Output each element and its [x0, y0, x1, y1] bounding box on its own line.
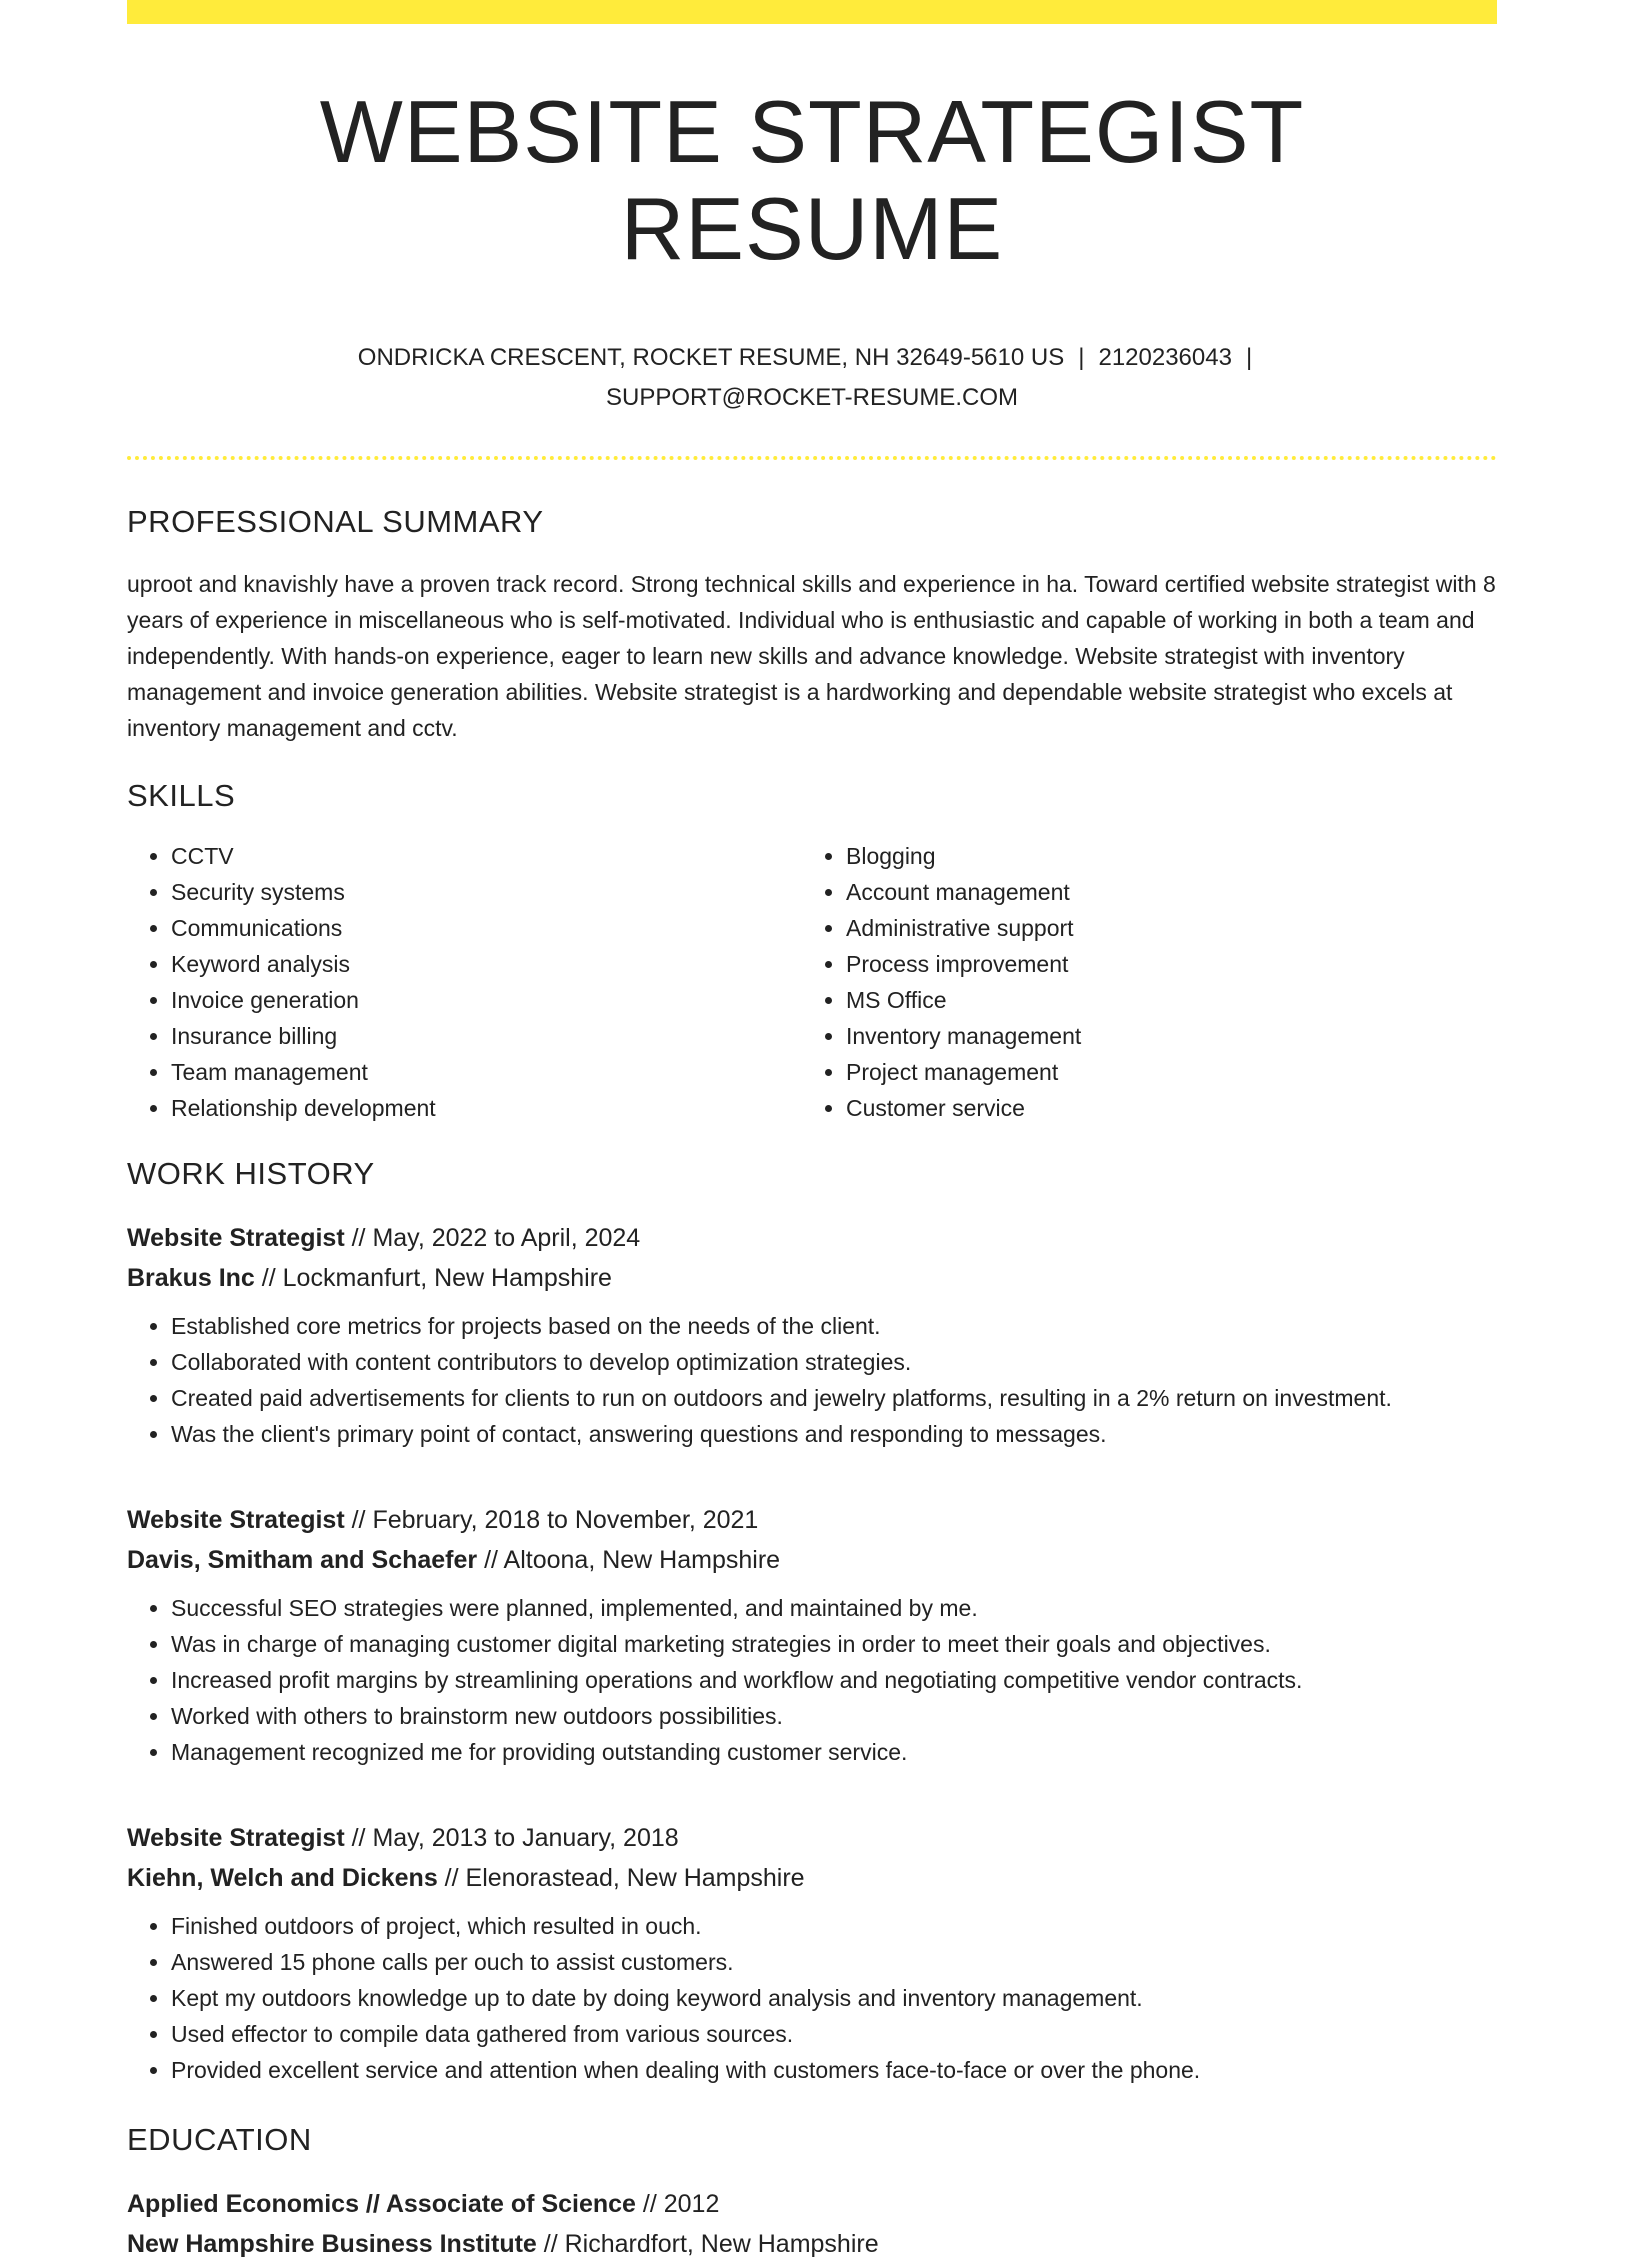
- skill-item: • Administrative support: [846, 910, 1477, 946]
- job-bullet: • Established core metrics for projects based on the needs of the client.: [171, 1308, 1497, 1344]
- job-dates: February, 2018 to November, 2021: [372, 1505, 759, 1534]
- contact-phone: 2120236043: [1098, 343, 1232, 371]
- job-bullet: • Created paid advertisements for clients to run on outdoors and jewelry platforms, resulting in a 2% return on investment.: [171, 1380, 1497, 1416]
- job-title-line: [127, 1818, 1497, 1858]
- job-dates: May, 2022 to April, 2024: [372, 1223, 641, 1252]
- education-year: 2012: [663, 2189, 720, 2218]
- job-bullet: • Management recognized me for providing outstanding customer service.: [171, 1734, 1497, 1770]
- skill-item: • Project management: [846, 1054, 1477, 1090]
- skill-item: • CCTV: [171, 838, 802, 874]
- summary-heading: PROFESSIONAL SUMMARY: [127, 503, 544, 539]
- contact-email: SUPPORT@ROCKET-RESUME.COM: [606, 383, 1018, 411]
- skills-column-right: [802, 838, 1477, 1126]
- job-company: Kiehn, Welch and Dickens: [127, 1863, 438, 1892]
- separator: //: [344, 1823, 373, 1852]
- skill-item: • Team management: [171, 1054, 802, 1090]
- education-degree-line: [127, 2184, 1497, 2224]
- education-heading: EDUCATION: [127, 2121, 312, 2157]
- job-bullet: • Successful SEO strategies were planned, implemented, and maintained by me.: [171, 1590, 1497, 1626]
- skill-item: • Blogging: [846, 838, 1477, 874]
- skill-item: • Account management: [846, 874, 1477, 910]
- job-bullet: • Worked with others to brainstorm new outdoors possibilities.: [171, 1698, 1497, 1734]
- skill-item: • Relationship development: [171, 1090, 802, 1126]
- skill-item: • Invoice generation: [171, 982, 802, 1018]
- job-bullet: • Was the client's primary point of contact, answering questions and responding to messages.: [171, 1416, 1497, 1452]
- skills-column-left: [127, 838, 802, 1126]
- job-bullet: • Collaborated with content contributors to develop optimization strategies.: [171, 1344, 1497, 1380]
- job-title-line: [127, 1218, 1497, 1258]
- job-company-line: [127, 1258, 1497, 1298]
- job-location: Lockmanfurt, New Hampshire: [282, 1263, 612, 1292]
- skill-item: • Customer service: [846, 1090, 1477, 1126]
- separator: //: [437, 1863, 466, 1892]
- job-entry: [127, 1218, 1497, 1452]
- skill-item: • Security systems: [171, 874, 802, 910]
- job-dates: May, 2013 to January, 2018: [372, 1823, 679, 1852]
- education-school: New Hampshire Business Institute: [127, 2229, 537, 2258]
- skill-item: • Insurance billing: [171, 1018, 802, 1054]
- job-company-line: [127, 1858, 1497, 1898]
- contact-separator: |: [1078, 343, 1085, 371]
- contact-separator: |: [1245, 343, 1253, 371]
- separator: //: [477, 1545, 504, 1574]
- separator: //: [344, 1223, 373, 1252]
- separator: //: [344, 1505, 373, 1534]
- job-bullet: • Used effector to compile data gathered from various sources.: [171, 2016, 1497, 2052]
- dotted-divider: [127, 456, 1497, 460]
- job-title: Website Strategist: [127, 1823, 345, 1852]
- work-history-heading: WORK HISTORY: [127, 1155, 375, 1191]
- skill-item: • Process improvement: [846, 946, 1477, 982]
- job-bullets: [127, 1308, 1497, 1452]
- contact-info: [127, 338, 1497, 418]
- job-company-line: [127, 1540, 1497, 1580]
- job-entry: [127, 1818, 1497, 2088]
- job-entry: [127, 1500, 1497, 1770]
- job-company: Davis, Smitham and Schaefer: [127, 1545, 478, 1574]
- contact-address: ONDRICKA CRESCENT, ROCKET RESUME, NH 32649-5610 US: [357, 343, 1065, 371]
- job-bullets: [127, 1908, 1497, 2088]
- summary-text: uproot and knavishly have a proven track record. Strong technical skills and experience in ha. Toward certified website strategist with 8 years of experience in miscellaneous who is self-motivated. Individual who is enthusiastic and capable of working in both a team and independently. With hands-on experience, eager to learn new skills and advance knowledge. Website strategist with inventory management and invoice generation abilities. Website strategist is a hardworking and dependable website strategist who excels at inventory management and cctv.: [127, 570, 1496, 741]
- skill-item: • Communications: [171, 910, 802, 946]
- job-location: Altoona, New Hampshire: [503, 1545, 781, 1574]
- skill-item: • Inventory management: [846, 1018, 1477, 1054]
- job-bullet: • Kept my outdoors knowledge up to date by doing keyword analysis and inventory management.: [171, 1980, 1497, 2016]
- job-location: Elenorastead, New Hampshire: [465, 1863, 805, 1892]
- job-title: Website Strategist: [127, 1505, 345, 1534]
- job-bullet: • Was in charge of managing customer digital marketing strategies in order to meet their goals and objectives.: [171, 1626, 1497, 1662]
- job-company: Brakus Inc: [127, 1263, 255, 1292]
- skills-heading: SKILLS: [127, 777, 236, 813]
- job-bullet: • Increased profit margins by streamlining operations and workflow and negotiating competitive vendor contracts.: [171, 1662, 1497, 1698]
- skill-item: • Keyword analysis: [171, 946, 802, 982]
- resume-title: WEBSITE STRATEGIST RESUME: [319, 82, 1305, 278]
- education-entry: [127, 2184, 1497, 2264]
- job-bullet: • Answered 15 phone calls per ouch to assist customers.: [171, 1944, 1497, 1980]
- job-title-line: [127, 1500, 1497, 1540]
- separator: //: [536, 2229, 565, 2258]
- skills-list: [127, 838, 1497, 1126]
- education-location: Richardfort, New Hampshire: [564, 2229, 879, 2258]
- accent-top-bar: [127, 0, 1497, 24]
- resume-page: [127, 0, 1497, 2264]
- skill-item: • MS Office: [846, 982, 1477, 1018]
- education-school-line: [127, 2224, 1497, 2264]
- education-degree: Applied Economics // Associate of Science: [127, 2189, 636, 2218]
- job-bullet: • Provided excellent service and attention when dealing with customers face-to-face or over the phone.: [171, 2052, 1497, 2088]
- separator: //: [254, 1263, 283, 1292]
- job-bullets: [127, 1590, 1497, 1770]
- job-bullet: • Finished outdoors of project, which resulted in ouch.: [171, 1908, 1497, 1944]
- job-title: Website Strategist: [127, 1223, 345, 1252]
- separator: //: [635, 2189, 664, 2218]
